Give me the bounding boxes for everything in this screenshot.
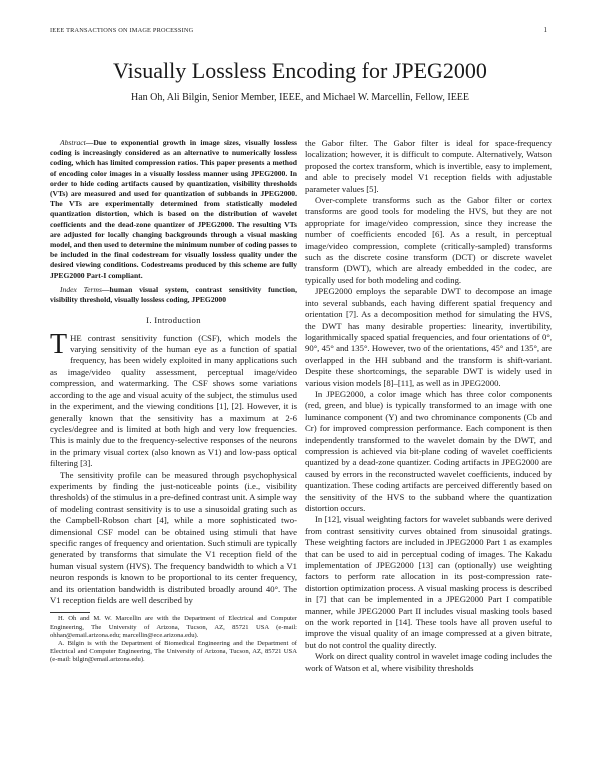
right-paragraph-1: the Gabor filter. The Gabor filter is ideal for space-frequency localization; however, it is difficult to compute. Alternatively, Watson proposed the cortex transform, which is invertible, easy to implement, and able to precisely model V1 reception fields with adjustable parameter values [5]. — [305, 138, 552, 194]
index-terms-text: —human visual system, contrast sensitivity function, visibility threshold, visually lossless coding, JPEG2000 — [50, 284, 297, 305]
abstract-text: —Due to exponential growth in image sizes, visually lossless coding is increasingly considered as an alternative to numerically lossless coding, which has limited compression ratios. This paper presents a method of encoding color images in a visually lossless manner using JPEG2000. In order to hide coding artifacts caused by quantization, visibility thresholds (VTs) are measured and used for quantization of subbands in JPEG2000. The VTs are experimentally determined from statistically modeled quantization distortion, which is based on the distribution of wavelet coefficients and the dead-zone quantizer of JPEG2000. The resulting VTs are adjusted for locally changing backgrounds through a visual masking model, and then used to determine the minimum number of coding passes to be included in the final codestream for visually lossless quality under the desired viewing conditions. Codestreams produced by this scheme are fully JPEG2000 Part-I compliant. — [50, 138, 297, 280]
index-terms-label: Index Terms — [60, 284, 102, 294]
right-paragraph-6: Work on direct quality control in wavelet image coding includes the work of Watson et al, where visibility thresholds — [305, 651, 552, 673]
right-paragraph-4: In JPEG2000, a color image which has three color components (red, green, and blue) is typically transformed to an image with one luminance component (Y) and two chrominance components (Cb and Cr) for improved compression performance. Each component is then independently transformed to the wavelet domain by the DWT, and compression is achieved via bit-plane coding of wavelet coefficients quantized by a dead-zone quantizer. Coding artifacts in JPEG2000 are caused by errors in the reconstructed wavelet coefficients, induced by quantization. These coding artifacts are perceived differently based on the sensitivity of the HVS to the subband where the quantization distortion occurs. — [305, 388, 552, 513]
section-heading: I. Introduction — [146, 315, 201, 326]
running-header: IEEE TRANSACTIONS ON IMAGE PROCESSING — [50, 27, 194, 34]
left-column — [50, 138, 297, 665]
author-line: Han Oh, Ali Bilgin, Senior Member, IEEE, and Michael W. Marcellin, Fellow, IEEE — [130, 92, 470, 103]
intro-p1-text: HE contrast sensitivity function (CSF), which models the varying sensitivity of the human eye as a function of spatial frequency, has been widely exploited in many applications such as image/video quality assessment, perceptual image/video compression, and watermarking. The CSF shows some variations according to the age and visual acuity of the subject, the stimulus used in the experiment, and the viewing conditions [1], [2]. However, it is generally known that the sensitivity has a maximum at 2-6 cycles/degree and is limited at both high and very low frequencies. This is mainly due to the frequency-selective responses of the neurons in the primary visual cortex (also known as V1) and low-pass optical filtering [3]. — [50, 332, 297, 469]
right-paragraph-5: In [12], visual weighting factors for wavelet subbands were derived from contrast sensitivity curves obtained from sinusoidal gratings. These weighting factors are included in JPEG2000 Part 1 as examples that can be used to aid in perceptual coding of images. The Kakadu implementation of JPEG2000 [13] can (optionally) use weighting factors to perform rate allocation in its post-compression rate-distortion optimization process. A visual masking process is described in [7] that can be implemented in a JPEG2000 Part I compatible manner, while JPEG2000 Part II includes visual masking tools based on the work reported in [14]. These tools have all proven useful to improve the visual quality of an image compressed at a given bitrate, but do not control the quality directly. — [305, 514, 552, 650]
index-terms — [50, 285, 297, 305]
intro-paragraph-1 — [50, 328, 297, 470]
footnote-2: A. Bilgin is with the Department of Biomedical Engineering and the Department of Electrical and Computer Engineering, The University of Arizona, Tucson, AZ, 85721 USA (e-mail: bilgin@email.arizona.edu). — [50, 640, 297, 664]
footnote-1: H. Oh and M. W. Marcellin are with the Department of Electrical and Computer Engineering, The University of Arizona, Tucson, AZ, 85721 USA (e-mail: ohhan@email.arizona.edu; marcellin@ece.arizona.edu). — [50, 615, 297, 639]
page-number: 1 — [543, 26, 547, 34]
right-column — [305, 138, 552, 674]
right-paragraph-3: JPEG2000 employs the separable DWT to decompose an image into several subbands, each having different spatial frequency and orientation [7]. As a decomposition method for simulating the HVS, the DWT has many desirable properties: linearity, invertibility, logarithmically spaced spatial frequencies, and four orientations of 0°, 90°, 45° and 135°. However, two of the orientations, 45° and 135°, are overlapped in the HH subband and the transform is shift-variant. Despite these shortcomings, the separable DWT is widely used in various vision models [8]–[11], as well as in JPEG2000. — [305, 286, 552, 388]
right-paragraph-2: Over-complete transforms such as the Gabor filter or cortex transforms are good tools for modeling the HVS, but they are not appropriate for image/video compression, since they increase the number of coefficients encoded [6]. As a result, in perceptual image/video compression, complete (critically-sampled) transforms such as the discrete cosine transform (DCT) or discrete wavelet transform (DWT), which are already embedded in the codec, are typically used for both modeling and coding. — [305, 195, 552, 285]
intro-paragraph-2: The sensitivity profile can be measured through psychophysical experiments by finding the just-noticeable points (i.e., visibility thresholds) of the stimulus in a pre-defined contrast unit. A simple way of modeling contrast sensitivity is to use a sinusoidal grating such as the Campbell-Robson chart [4], while a more sophisticated two-dimensional CSF model can be obtained using stimuli that have specific ranges of frequency and orientation. Such stimuli are typically generated by transforms that simulate the V1 reception field of the human visual system (HVS). The frequency bandwidth to which a V1 neuron responds is known to be proportional to its center frequency, and its orientation bandwidth is distributed broadly around 40°. The V1 reception fields are well described by — [50, 469, 297, 605]
drop-cap: T — [50, 328, 68, 360]
abstract-label: Abstract — [60, 138, 86, 147]
footnote-rule — [50, 612, 90, 613]
abstract — [50, 138, 297, 281]
paper-title: Visually Lossless Encoding for JPEG2000 — [113, 58, 487, 83]
